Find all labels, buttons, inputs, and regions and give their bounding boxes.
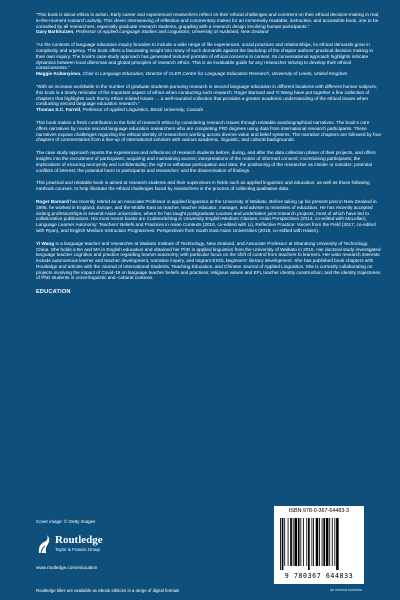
endorsement-quote: “With an increase worldwide in the number of graduate students pursuing research in second language education in different locations with different human subjects, this book is a timely reminder of the important aspect of ethics when conducting such research. Roger Barnard and Yi Wang have put together a fine collection of chapters that highlights such thorny ethics related issues … a well-rounded collection that provides a greater academic understanding of the ethical issues when conducting second language education research.”	[36, 83, 378, 107]
endorser-name: Gary Barkhuizen	[36, 29, 74, 35]
barcode-icon	[280, 518, 358, 570]
blurb	[36, 12, 382, 295]
informa-tag: an informa business	[330, 588, 363, 592]
routledge-logo-icon	[36, 533, 52, 555]
ebook-note: Routledge titles are available as eBook editions in a range of digital formats	[36, 588, 180, 593]
endorsement-quote: “This book is about ethics in action. Early career and experienced researchers reflect on their ethical challenges and comment on their ethical decision-making in real, in-the-moment research activity. This clever interweaving of reflection and commentary makes for an immensely readable, instructive, and accessible book, one to be consulted by all researchers, especially graduate research students, grappling with a research design involving human participants.”	[36, 12, 380, 29]
endorser-affiliation: , Professor of Applied Linguistics, Brock University, Canada	[80, 107, 204, 113]
publisher-logo	[36, 533, 106, 563]
author-name: Roger Barnard	[36, 198, 69, 204]
cover-credit: Cover image: © Getty Images	[36, 519, 96, 524]
endorsement	[36, 84, 382, 113]
publisher-name: Routledge	[55, 534, 103, 546]
publisher-group: Taylor & Francis Group	[55, 547, 100, 552]
publisher-url[interactable]: www.routledge.com/education	[36, 565, 98, 570]
endorsement-quote: “As the contexts of language education inquiry broaden to include a wide range of life experiences, social practices and relationships, its ethical demands grow in complexity and urgency. This book offers a fascinating insight into many of such demands against the backdrop of the chapter authors’ practical decision making in their own inquiry. The book’s case-study approach has generated textured portraits of ethical concerns in context. Its conversational approach highlights intricate dynamics between local dilemmas and global principles of research ethics. This is an invaluable guide for any researcher striving to develop their ethical consciousness.”	[36, 42, 373, 71]
endorsement	[36, 12, 382, 35]
author-name: Yi Wang	[36, 240, 55, 246]
endorser-affiliation: , Chair in Language Education, Director of CLER Centre for Language Education Research, University of Leeds, United Kingdom	[80, 71, 348, 77]
author-bio-text: has recently retired as an Associate Professor in applied linguistics at the University of Waikato. Before taking up his present post in New Zealand in 1995, he worked in England, Europe, and the Middle East as teacher, teacher educator, manager, and adviser to ministries of education. He has recently accepted visiting professorships in several Asian universities, where he has taught postgraduate courses and undertaken joint research projects, most of which have led to collaborative publications. His most recent books are Codeswitching in University English-Medium Classes: Asian Perspectives (2014, co-edited with McLellan), Language Learner Autonomy: Teachers’ Beliefs and Practices in Asian Contexts (2016, co-edited with Li), Reflective Practice: Voices from the Field (2017, co-edited with Ryan), and English Medium Instruction Programmes: Perspectives from South East Asian Universities (2018, co-edited with Hasim).	[36, 198, 377, 233]
endorser-affiliation: , Professor of Applied Language Studies and Linguistics, University of Auckland, New Zealand	[73, 29, 269, 35]
description-paragraph: The case study approach reports the experiences and reflections of research students before, during, and after the data collection phase of their projects, and offers insights into the recruitment of participants; acquiring and maintaining access; interpretations of the notion of informed consent; incentivising participants; the implications of ensuring anonymity and confidentiality; the right to withdraw participation and data; the positioning of the researcher as insider or outsider; potential conflicts of interest; the potential harm to participants and researcher; and the dissemination of findings.	[36, 150, 376, 173]
description-paragraph: This book makes a fresh contribution to the field of research ethics by considering research issues through relatable autobiographical narratives. The book’s core offers narratives by novice second language education researchers who are completing PhD degrees using data from international research participants. These narratives expose challenges regarding the ethical identity of researchers working across diverse value and belief systems. The narrative chapters are followed by four chapters of commentaries from a line-up of international scholars with various academic, linguistic, and cultural backgrounds.	[36, 119, 382, 143]
endorser-name: Maggie Kubanyiova	[36, 71, 81, 77]
author-bio	[36, 199, 382, 234]
subject-category: EDUCATION	[36, 289, 71, 296]
isbn-digits: 9 780367 644833	[284, 572, 354, 580]
author-bio	[36, 241, 382, 282]
isbn-box	[274, 506, 364, 584]
endorser-name: Thomas S.C. Farrell	[36, 107, 81, 113]
endorsement	[36, 42, 382, 77]
description-paragraph: This practical and relatable book is aimed at research students and their supervisors in fields such as applied linguistics and education, as well as those following methods courses, to help illustrate the ethical challenges faced by researchers in the process of collecting qualitative data.	[36, 180, 370, 192]
author-bio-text: is a language teacher and researcher at Waikato Institute of Technology, New Zealand, and Associate Professor at Shandong University of Technology, China. She holds a BA and MA in English education and obtained her PhD in applied linguistics from the University of Waikato in 2016. Her doctoral study investigated language teacher cognition and practice regarding learner autonomy, with particular focus on the shift of control from teachers to learners. Her wide research interests include autonomous learner and teacher development, narrative inquiry, and migrant ESOL beginners’ literacy development. She has published book chapters with Routledge and articles with the Journal of International Students, Teaching Education, and Chinese Journal of Applied Linguistics. She is currently collaborating on projects involving the impact of Covid-19 on language teacher beliefs and practices; religious values and EFL teacher identity construction; and the identity trajectories of PhD students in cross-linguistic and -cultural contexts.	[36, 240, 381, 281]
isbn-label: ISBN 978-0-367-64483-3	[288, 508, 350, 514]
